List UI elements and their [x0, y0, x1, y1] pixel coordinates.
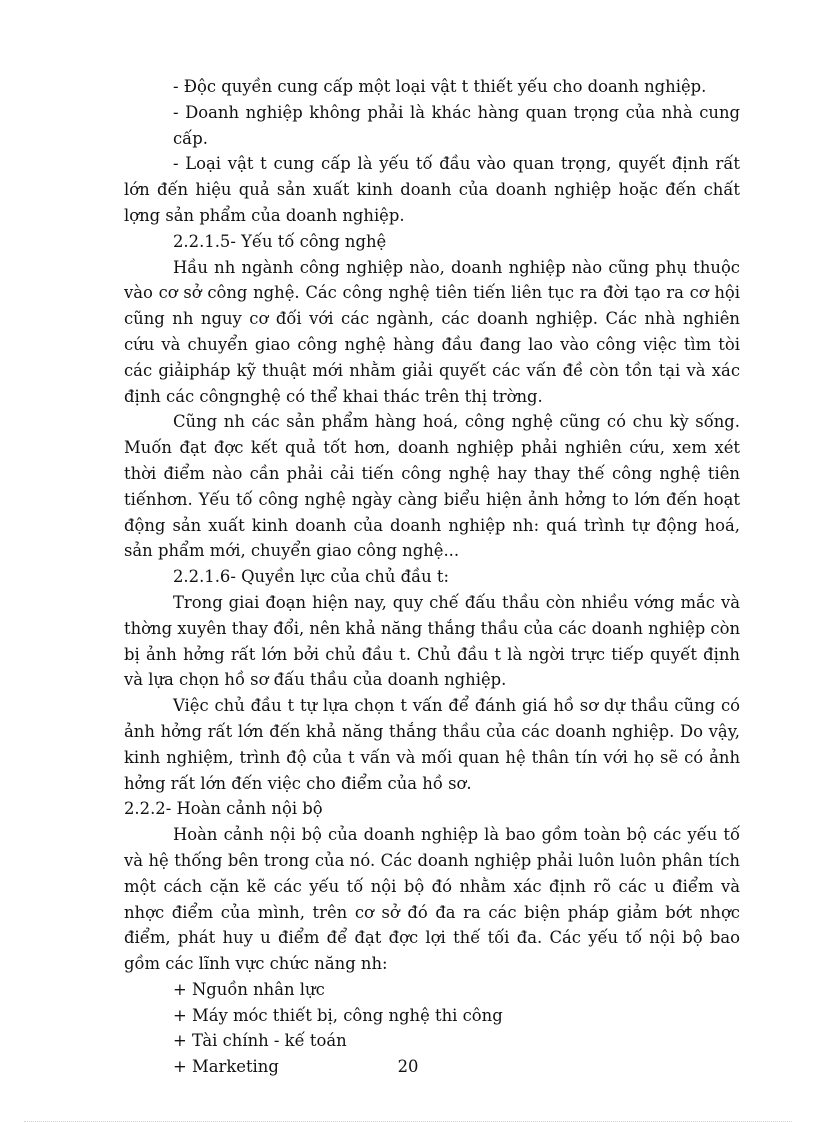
paragraph: Cũng nh các sản phẩm hàng hoá, công nghệ cũng có chu kỳ sống. Muốn đạt đợc kết quả tốt hơn, doanh nghiệp phải nghiên cứu, xem xét thời điểm nào cần phải cải tiến công nghệ hay thay thế công nghệ tiên tiếnhơn. Yếu tố công nghệ ngày càng biểu hiện ảnh hởng to lớn đến hoạt động sản xuất kinh doanh của doanh nghiệp nh: quá trình tự động hoá, sản phẩm mới, chuyển giao công nghệ... [124, 412, 740, 561]
paragraph: Trong giai đoạn hiện nay, quy chế đấu thầu còn nhiều vớng mắc và thờng xuyên thay đổi, nên khả năng thắng thầu của các doanh nghiệp còn bị ảnh hởng rất lớn bởi chủ đầu t. Chủ đầu t là ngời trực tiếp quyết định và lựa chọn hồ sơ đấu thầu của doanh nghiệp. [124, 592, 740, 690]
paragraph: Hầu nh ngành công nghiệp nào, doanh nghiệp nào cũng phụ thuộc vào cơ sở công nghệ. Các công nghệ tiên tiến liên tục ra đời tạo ra cơ hội cũng nh nguy cơ đối với các ngành, các doanh nghiệp. Các nhà nghiên cứu và chuyển giao công nghệ hàng đầu đang lao vào công việc tìm tòi các giảipháp kỹ thuật mới nhằm giải quyết các vấn đề còn tồn tại và xác định các côngnghệ có thể khai thác trên thị trờng. [124, 257, 740, 406]
list-item: + Máy móc thiết bị, công nghệ thi công [173, 1005, 503, 1025]
list-item: + Tài chính - kế toán [173, 1031, 347, 1051]
bullet-item: - Độc quyền cung cấp một loại vật t thiết yếu cho doanh nghiệp. [173, 77, 707, 96]
page-bottom-divider [24, 1121, 792, 1122]
paragraph: - Loại vật t cung cấp là yếu tố đầu vào quan trọng, quyết định rất lớn đến hiệu quả sản xuất kinh doanh của doanh nghiệp hoặc đến chất lợng sản phẩm của doanh nghiệp. [124, 154, 740, 225]
page-number: 20 [397, 1057, 419, 1076]
section-heading: 2.2.1.5- Yếu tố công nghệ [173, 231, 387, 251]
page-content [124, 74, 740, 1080]
bullet-item: - Doanh nghiệp không phải là khác hàng quan trọng của nhà cung cấp. [173, 102, 740, 148]
section-heading: 2.2.2- Hoàn cảnh nội bộ [124, 799, 323, 819]
section-heading: 2.2.1.6- Quyền lực của chủ đầu t: [173, 567, 450, 587]
list-item: + Nguồn nhân lực [173, 979, 325, 999]
paragraph: Hoàn cảnh nội bộ của doanh nghiệp là bao gồm toàn bộ các yếu tố và hệ thống bên trong của nó. Các doanh nghiệp phải luôn luôn phân tích một cách cặn kẽ các yếu tố nội bộ đó nhằm xác định rõ các u điểm và nhợc điểm của mình, trên cơ sở đó đa ra các biện pháp giảm bớt nhợc điểm, phát huy u điểm để đạt đợc lợi thế tối đa. Các yếu tố nội bộ bao gồm các lĩnh vực chức năng nh: [124, 825, 740, 974]
paragraph: Việc chủ đầu t tự lựa chọn t vấn để đánh giá hồ sơ dự thầu cũng có ảnh hởng rất lớn đến khả năng thắng thầu của các doanh nghiệp. Do vậy, kinh nghiệm, trình độ của t vấn và mối quan hệ thân tín với họ sẽ có ảnh hởng rất lớn đến việc cho điểm của hồ sơ. [124, 696, 740, 793]
list-item: + Marketing [173, 1057, 279, 1077]
